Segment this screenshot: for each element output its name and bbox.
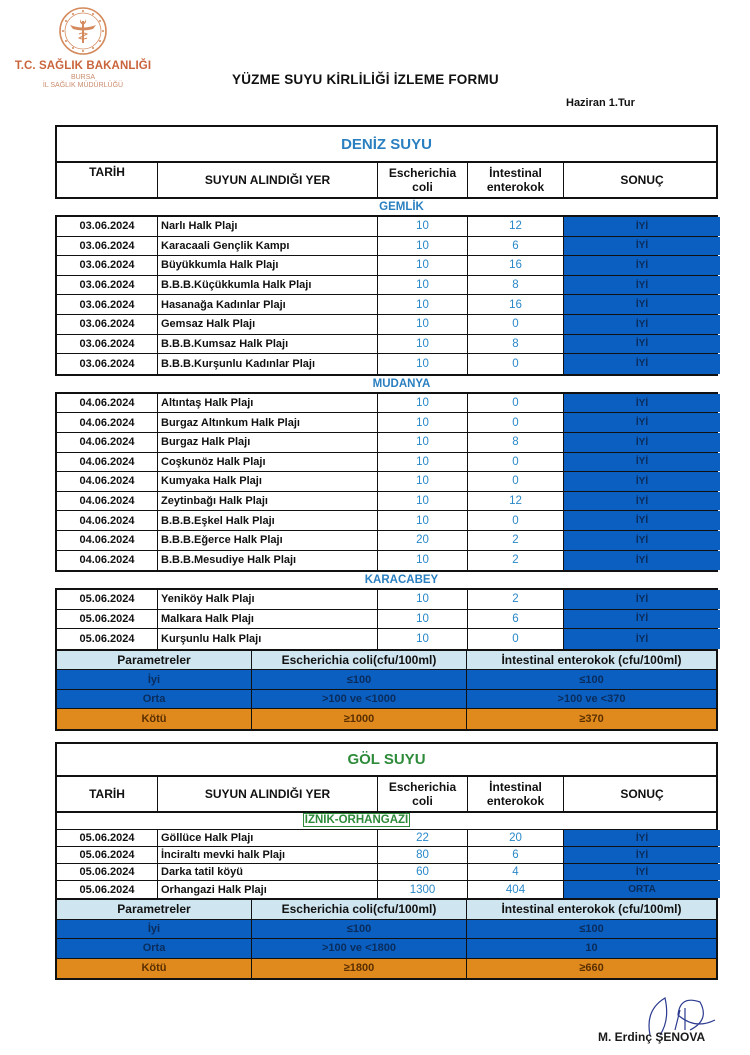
section-title: DENİZ SUYU (55, 125, 718, 161)
parameters-header-cell: Parametreler (57, 900, 252, 919)
result-cell: İYİ (564, 433, 720, 452)
ministry-emblem-icon (52, 6, 114, 56)
date-cell: 05.06.2024 (57, 830, 158, 846)
region-name: KARACABEY (364, 574, 439, 587)
table-row (57, 354, 716, 374)
parameters-header-cell: Parametreler (57, 651, 252, 670)
table-row (57, 295, 716, 315)
table-row (57, 590, 716, 610)
table-row (57, 315, 716, 335)
ecoli-threshold-cell: >100 ve <1800 (252, 939, 467, 958)
entero-threshold-cell: ≥660 (467, 959, 716, 979)
date-cell: 05.06.2024 (57, 881, 158, 898)
date-cell: 03.06.2024 (57, 276, 158, 295)
result-cell: İYİ (564, 295, 720, 314)
parameters-row-kotu (57, 959, 716, 979)
column-header-entero: İntestinal enterokok (468, 163, 564, 197)
ecoli-cell: 10 (378, 256, 468, 275)
ecoli-cell: 10 (378, 472, 468, 491)
date-cell: 04.06.2024 (57, 394, 158, 413)
parameters-header-row (57, 651, 716, 671)
ecoli-threshold-cell: >100 ve <1000 (252, 690, 467, 709)
entero-threshold-cell: ≥370 (467, 709, 716, 729)
ecoli-threshold-cell: ≤100 (252, 920, 467, 939)
column-header-place: SUYUN ALINDIĞI YER (158, 163, 378, 197)
entero-cell: 0 (468, 453, 564, 472)
ecoli-cell: 60 (378, 864, 468, 880)
entero-cell: 4 (468, 864, 564, 880)
column-header-date: TARİH (57, 777, 158, 811)
sea-water-body (55, 199, 718, 651)
result-cell: İYİ (564, 237, 720, 256)
level-cell: Orta (57, 690, 252, 709)
place-cell: Altıntaş Halk Plajı (158, 394, 378, 413)
round-label: Haziran 1.Tur (566, 97, 635, 109)
result-cell: İYİ (564, 511, 720, 530)
entero-cell: 2 (468, 551, 564, 571)
place-cell: Yeniköy Halk Plajı (158, 590, 378, 609)
ecoli-cell: 10 (378, 453, 468, 472)
entero-cell: 8 (468, 335, 564, 354)
ecoli-cell: 10 (378, 492, 468, 511)
result-cell: İYİ (564, 276, 720, 295)
level-cell: Kötü (57, 959, 252, 979)
region-label (55, 199, 718, 215)
table-row (57, 256, 716, 276)
table-row (57, 881, 716, 898)
result-cell: İYİ (564, 551, 720, 571)
section-title: GÖL SUYU (55, 742, 718, 775)
result-cell: İYİ (564, 256, 720, 275)
entero-cell: 6 (468, 847, 564, 863)
table-row (57, 472, 716, 492)
place-cell: B.B.B.Mesudiye Halk Plajı (158, 551, 378, 571)
result-cell: İYİ (564, 335, 720, 354)
place-cell: B.B.B.Kurşunlu Kadınlar Plajı (158, 354, 378, 374)
entero-cell: 0 (468, 315, 564, 334)
date-cell: 05.06.2024 (57, 847, 158, 863)
region-label (55, 572, 718, 588)
parameters-row-iyi (57, 670, 716, 690)
entero-cell: 404 (468, 881, 564, 898)
result-cell: İYİ (564, 315, 720, 334)
parameters-row-iyi (57, 920, 716, 940)
ecoli-threshold-cell: ≤100 (252, 670, 467, 689)
place-cell: Gemsaz Halk Plajı (158, 315, 378, 334)
entero-cell: 0 (468, 629, 564, 649)
place-cell: Malkara Halk Plajı (158, 610, 378, 629)
parameters-table (55, 651, 718, 731)
entero-threshold-cell: ≤100 (467, 670, 716, 689)
region-rows (55, 588, 718, 651)
ecoli-cell: 20 (378, 531, 468, 550)
place-cell: Orhangazi Halk Plajı (158, 881, 378, 898)
table-header (55, 161, 718, 199)
result-cell: İYİ (564, 453, 720, 472)
org-city: BURSA (70, 74, 96, 81)
place-cell: İnciraltı mevki halk Plajı (158, 847, 378, 863)
date-cell: 05.06.2024 (57, 610, 158, 629)
place-cell: B.B.B.Küçükkumla Halk Plajı (158, 276, 378, 295)
column-header-ecoli: Escherichia coli (378, 163, 468, 197)
level-cell: Orta (57, 939, 252, 958)
date-cell: 03.06.2024 (57, 335, 158, 354)
table-row (57, 276, 716, 296)
ecoli-cell: 10 (378, 295, 468, 314)
place-cell: B.B.B.Eşkel Halk Plajı (158, 511, 378, 530)
level-cell: İyi (57, 920, 252, 939)
table-row (57, 864, 716, 881)
table-row (57, 531, 716, 551)
result-cell: İYİ (564, 864, 720, 880)
region-name: MUDANYA (372, 377, 431, 390)
ecoli-cell: 10 (378, 610, 468, 629)
entero-cell: 12 (468, 492, 564, 511)
date-cell: 03.06.2024 (57, 237, 158, 256)
place-cell: Hasanağa Kadınlar Plajı (158, 295, 378, 314)
ecoli-cell: 10 (378, 335, 468, 354)
entero-cell: 0 (468, 354, 564, 374)
entero-cell: 0 (468, 511, 564, 530)
ecoli-cell: 80 (378, 847, 468, 863)
place-cell: B.B.B.Kumsaz Halk Plajı (158, 335, 378, 354)
entero-cell: 0 (468, 472, 564, 491)
entero-cell: 6 (468, 610, 564, 629)
table-row (57, 217, 716, 237)
place-cell: Kurşunlu Halk Plajı (158, 629, 378, 649)
ecoli-cell: 10 (378, 315, 468, 334)
date-cell: 03.06.2024 (57, 217, 158, 236)
result-cell: ORTA (564, 881, 720, 898)
table-row (57, 335, 716, 355)
sea-water-section (55, 125, 718, 731)
ecoli-cell: 10 (378, 590, 468, 609)
column-header-entero: İntestinal enterokok (468, 777, 564, 811)
place-cell: Burgaz Halk Plajı (158, 433, 378, 452)
entero-threshold-cell: ≤100 (467, 920, 716, 939)
result-cell: İYİ (564, 847, 720, 863)
ecoli-cell: 1300 (378, 881, 468, 898)
level-cell: İyi (57, 670, 252, 689)
place-cell: Zeytinbağı Halk Plajı (158, 492, 378, 511)
ecoli-cell: 10 (378, 237, 468, 256)
date-cell: 04.06.2024 (57, 511, 158, 530)
result-cell: İYİ (564, 590, 720, 609)
column-header-result: SONUÇ (620, 787, 664, 801)
parameters-table (55, 900, 718, 980)
lake-water-section (55, 742, 718, 980)
entero-cell: 2 (468, 590, 564, 609)
place-cell: Kumyaka Halk Plajı (158, 472, 378, 491)
place-cell: Coşkunöz Halk Plajı (158, 453, 378, 472)
entero-threshold-cell: >100 ve <370 (467, 690, 716, 709)
form-title: YÜZME SUYU KİRLİLİĞİ İZLEME FORMU (232, 72, 499, 87)
ecoli-cell: 10 (378, 276, 468, 295)
parameters-header-cell: Escherichia coli(cfu/100ml) (252, 900, 467, 919)
parameters-header-cell: İntestinal enterokok (cfu/100ml) (467, 900, 716, 919)
date-cell: 04.06.2024 (57, 453, 158, 472)
region-name: GEMLİK (379, 201, 424, 213)
date-cell: 03.06.2024 (57, 315, 158, 334)
date-cell: 03.06.2024 (57, 256, 158, 275)
result-cell: İYİ (564, 413, 720, 432)
place-cell: Narlı Halk Plajı (158, 217, 378, 236)
parameters-header-cell: İntestinal enterokok (cfu/100ml) (467, 651, 716, 670)
column-header-ecoli: Escherichia coli (378, 777, 468, 811)
region-label (55, 376, 718, 392)
parameters-row-orta (57, 939, 716, 959)
entero-cell: 12 (468, 217, 564, 236)
table-row (57, 433, 716, 453)
column-header-result: SONUÇ (620, 173, 664, 187)
date-cell: 04.06.2024 (57, 551, 158, 571)
ecoli-cell: 10 (378, 511, 468, 530)
date-cell: 04.06.2024 (57, 492, 158, 511)
table-row (57, 394, 716, 414)
level-cell: Kötü (57, 709, 252, 729)
result-cell: İYİ (564, 472, 720, 491)
result-cell: İYİ (564, 217, 720, 236)
date-cell: 05.06.2024 (57, 864, 158, 880)
entero-cell: 16 (468, 295, 564, 314)
ecoli-cell: 10 (378, 629, 468, 649)
entero-threshold-cell: 10 (467, 939, 716, 958)
entero-cell: 0 (468, 413, 564, 432)
org-department: İL SAĞLIK MÜDÜRLÜĞÜ (42, 82, 124, 89)
region-rows (55, 215, 718, 376)
ecoli-cell: 10 (378, 394, 468, 413)
entero-cell: 0 (468, 394, 564, 413)
ecoli-threshold-cell: ≥1800 (252, 959, 467, 979)
place-cell: Darka tatil köyü (158, 864, 378, 880)
parameters-header-cell: Escherichia coli(cfu/100ml) (252, 651, 467, 670)
parameters-row-kotu (57, 709, 716, 729)
place-cell: Karacaali Gençlik Kampı (158, 237, 378, 256)
table-row (57, 237, 716, 257)
ecoli-cell: 10 (378, 413, 468, 432)
result-cell: İYİ (564, 629, 720, 649)
date-cell: 03.06.2024 (57, 354, 158, 374)
place-cell: Büyükkumla Halk Plajı (158, 256, 378, 275)
table-row (57, 830, 716, 847)
ecoli-threshold-cell: ≥1000 (252, 709, 467, 729)
ecoli-cell: 10 (378, 217, 468, 236)
result-cell: İYİ (564, 531, 720, 550)
result-cell: İYİ (564, 610, 720, 629)
parameters-header-row (57, 900, 716, 920)
result-cell: İYİ (564, 830, 720, 846)
date-cell: 05.06.2024 (57, 629, 158, 649)
date-cell: 04.06.2024 (57, 472, 158, 491)
entero-cell: 2 (468, 531, 564, 550)
entero-cell: 6 (468, 237, 564, 256)
entero-cell: 20 (468, 830, 564, 846)
place-cell: Burgaz Altınkum Halk Plajı (158, 413, 378, 432)
table-row (57, 413, 716, 433)
org-name: T.C. SAĞLIK BAKANLIĞI (14, 60, 152, 72)
region-rows (55, 830, 718, 900)
column-header-date: TARİH (57, 163, 158, 197)
entero-cell: 8 (468, 276, 564, 295)
date-cell: 04.06.2024 (57, 413, 158, 432)
place-cell: B.B.B.Eğerce Halk Plajı (158, 531, 378, 550)
ecoli-cell: 10 (378, 354, 468, 374)
parameters-row-orta (57, 690, 716, 710)
column-header-place: SUYUN ALINDIĞI YER (158, 777, 378, 811)
lake-water-body (55, 813, 718, 900)
table-row (57, 629, 716, 649)
table-row (57, 511, 716, 531)
date-cell: 04.06.2024 (57, 531, 158, 550)
ministry-logo (8, 6, 158, 89)
ecoli-cell: 22 (378, 830, 468, 846)
table-header (55, 775, 718, 813)
table-row (57, 453, 716, 473)
place-cell: Göllüce Halk Plajı (158, 830, 378, 846)
result-cell: İYİ (564, 492, 720, 511)
date-cell: 05.06.2024 (57, 590, 158, 609)
signature-name: M. Erdinç ŞENOVA (598, 1030, 706, 1044)
ecoli-cell: 10 (378, 551, 468, 571)
result-cell: İYİ (564, 354, 720, 374)
table-row (57, 847, 716, 864)
entero-cell: 16 (468, 256, 564, 275)
entero-cell: 8 (468, 433, 564, 452)
result-cell: İYİ (564, 394, 720, 413)
region-name: İZNİK-ORHANGAZİ (304, 814, 409, 826)
table-row (57, 610, 716, 630)
ecoli-cell: 10 (378, 433, 468, 452)
date-cell: 04.06.2024 (57, 433, 158, 452)
table-row (57, 551, 716, 571)
region-label (55, 813, 718, 830)
date-cell: 03.06.2024 (57, 295, 158, 314)
table-row (57, 492, 716, 512)
region-rows (55, 392, 718, 572)
